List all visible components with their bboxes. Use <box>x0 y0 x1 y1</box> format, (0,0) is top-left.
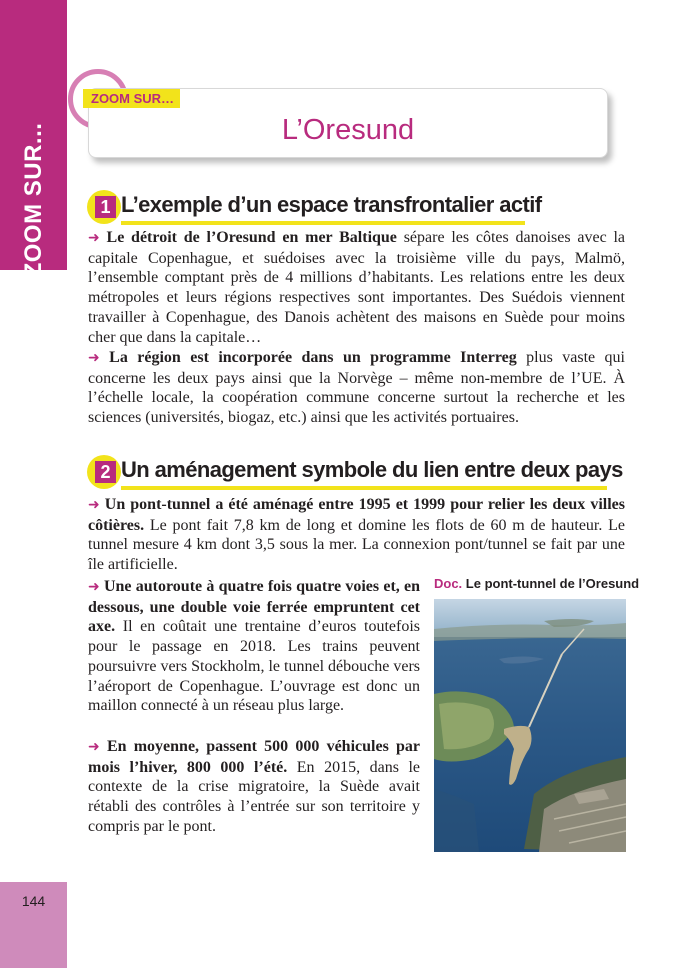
paragraph-lead: La région est incorporée dans un programme Interreg <box>109 349 517 366</box>
arrow-icon: ➜ <box>88 350 100 366</box>
page-title: L’Oresund <box>281 114 415 146</box>
section-title: Un aménagement symbole du lien entre deux pays <box>121 457 623 482</box>
doc-caption <box>434 576 639 591</box>
section-underline <box>121 221 525 225</box>
paragraph-text: Il en coûtait une trentaine d’euros toutefois pour le passage en 2018. Les trains peuvent poursuivre vers Stockholm, le tunnel débouche vers l’aéroport de Copenhague. L’ouvrage est donc un maillon connecté à un réseau plus large. <box>88 618 420 715</box>
arrow-icon: ➜ <box>88 579 100 595</box>
section-2-paragraph-1 <box>88 495 625 575</box>
arrow-icon: ➜ <box>88 497 100 513</box>
section-number: 1 <box>95 196 116 218</box>
zoom-tag: ZOOM SUR… <box>83 89 180 108</box>
section-1-heading <box>87 190 542 224</box>
paragraph-text: Le pont fait 7,8 km de long et domine les flots de 60 m de hauteur. Le tunnel mesure 4 km dont 3,5 sous la mer. La connexion pont/tunnel se fait par une île artificielle. <box>88 516 625 574</box>
section-2-paragraph-3 <box>88 737 420 837</box>
section-2-heading <box>87 455 623 489</box>
section-2-paragraph-2 <box>88 577 420 716</box>
doc-title: Le pont-tunnel de l’Oresund <box>465 576 640 591</box>
paragraph-lead: Un pont-tunnel a été aménagé entre 1995 et 1999 pour relier les deux villes côtières. <box>88 496 626 534</box>
doc-label: Doc. <box>434 576 463 591</box>
arrow-icon: ➜ <box>88 230 100 246</box>
section-1-paragraph-2 <box>88 348 625 428</box>
aerial-photo-oresund-bridge <box>434 599 626 852</box>
paragraph-lead: Le détroit de l’Oresund en mer Baltique <box>106 229 397 246</box>
section-number: 2 <box>95 461 116 483</box>
paragraph-text: En 2015, dans le contexte de la crise migratoire, la Suède avait rétabli des contrôles à l’entrée sur son territoire y compris par le pont. <box>88 758 420 835</box>
paragraph-lead: Une autoroute à quatre fois quatre voies et, en dessous, une double voie ferrée empruntent cet axe. <box>88 578 421 636</box>
section-title: L’exemple d’un espace transfrontalier actif <box>121 192 542 217</box>
side-tab-label: ZOOM SUR... <box>20 122 47 278</box>
page-number: 144 <box>21 893 46 909</box>
paragraph-text: sépare les côtes danoises avec la capitale Copenhague, et suédoises avec la troisième ville du pays, Malmö, l’ensemble comptant près de 4 millions d’habitants. Les relations entre les deux métropoles et leurs régions respectives sont importantes. Des Suédois viennent travailler à Copenhague, des Danois achètent des maisons en Suède pour moins cher que dans la capitale… <box>88 229 626 346</box>
paragraph-text: plus vaste qui concerne les deux pays ainsi que la Norvège – même non-membre de l’UE. À l’échelle locale, la coopération commune concerne surtout la recherche et les sciences (universités, biogaz, etc.) ainsi que les activités portuaires. <box>88 349 626 427</box>
section-underline <box>121 486 607 490</box>
section-1-paragraph-1 <box>88 228 625 347</box>
paragraph-lead: En moyenne, passent 500 000 véhicules par mois l’hiver, 800 000 l’été. <box>88 738 421 776</box>
arrow-icon: ➜ <box>88 739 100 755</box>
